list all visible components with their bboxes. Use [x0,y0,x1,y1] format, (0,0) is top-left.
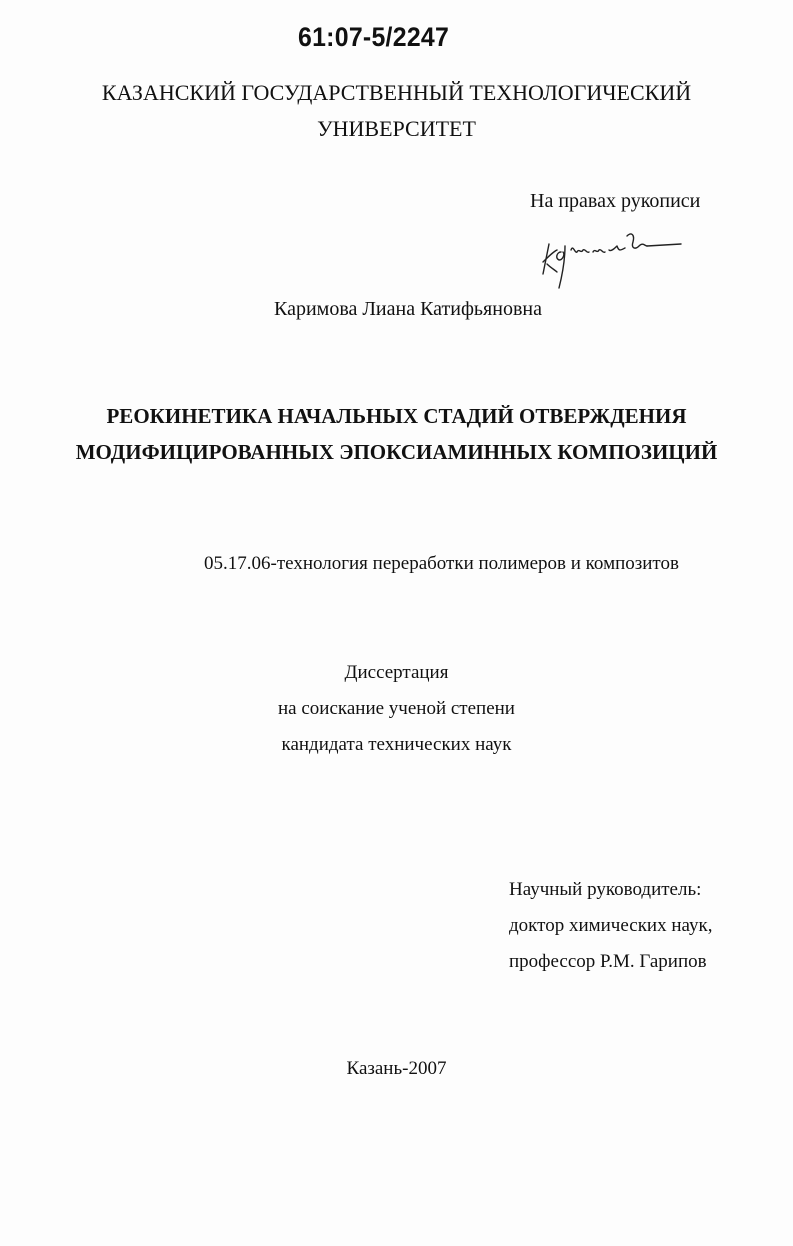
dissertation-title-line2: МОДИФИЦИРОВАННЫХ ЭПОКСИАМИННЫХ КОМПОЗИЦИЙ [75,440,718,464]
university-name-line1: КАЗАНСКИЙ ГОСУДАРСТВЕННЫЙ ТЕХНОЛОГИЧЕСКИЙ [101,80,692,105]
supervisor-name: профессор Р.М. Гарипов [509,951,707,972]
rights-notice: На правах рукописи [530,190,701,212]
dissertation-title-line1: РЕОКИНЕТИКА НАЧАЛЬНЫХ СТАДИЙ ОТВЕРЖДЕНИЯ [106,404,687,428]
supervisor-label: Научный руководитель: [509,879,702,900]
city-year: Казань-2007 [346,1058,447,1079]
university-name-line2: УНИВЕРСИТЕТ [317,116,476,141]
supervisor-degree: доктор химических наук, [509,915,713,936]
catalog-number: 61:07-5/2247 [298,22,450,52]
dissertation-type: Диссертация [344,662,449,683]
degree-purpose: на соискание ученой степени [278,698,515,719]
degree-name: кандидата технических наук [281,734,512,755]
author-name: Каримова Лиана Катифьяновна [274,298,542,320]
signature-icon [535,222,685,294]
specialty-code: 05.17.06-технология переработки полимеров и композитов [204,553,679,574]
